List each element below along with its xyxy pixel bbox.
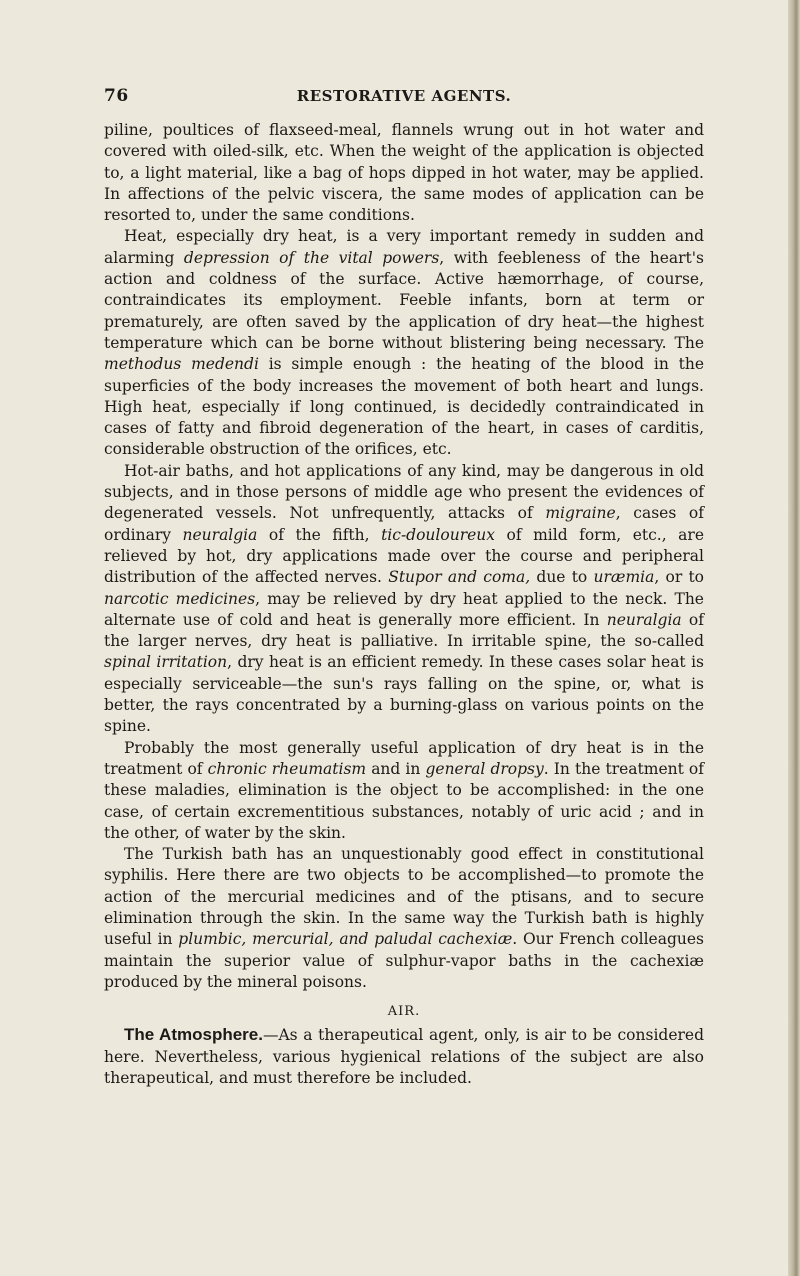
paragraph-atmosphere: The Atmosphere.—As a therapeutical agent, only, is air to be considered here. Nevertheless, various hygienical relations of the subject are also therapeutical, and must therefore be included. <box>104 1025 704 1088</box>
italic-term: migraine <box>545 504 616 523</box>
paragraph-poultices: piline, poultices of flaxseed-meal, flannels wrung out in hot water and covered with oiled-silk, etc. When the weight of the application is objected to, a light material, like a bag of hops dipped in hot water, may be applied. In affections of the pelvic viscera, the same modes of application can be resorted to, under the same conditions. <box>104 121 704 225</box>
italic-term: chronic rheumatism <box>207 759 367 778</box>
italic-term: tic-douloureux <box>381 525 495 544</box>
section-heading-air: AIR. <box>387 1004 421 1020</box>
paragraph-turkish-bath: The Turkish bath has an unquestionably good effect in constitutional syphilis. Here there are two objects to be accomplished—to promote the action of the mercurial medicines and of the ptisans, and to secure elimination through the skin. In the same way the Turkish bath is highly useful in plumbic, mercurial, and paludal cachexiæ. Our French colleagues maintain the superior value of sulphur-vapor baths in the cachexiæ produced by the mineral poisons. <box>104 845 704 991</box>
page-header <box>104 86 704 108</box>
running-head: RESTORATIVE AGENTS. <box>296 87 512 105</box>
italic-term: narcotic medicines <box>104 589 256 608</box>
italic-term: general dropsy <box>425 759 544 778</box>
italic-term: methodus medendi <box>104 355 259 374</box>
atmosphere-title: The Atmosphere. <box>124 1025 263 1045</box>
paragraph-dry-heat: Heat, especially dry heat, is a very important remedy in sudden and alarming depression of the vital powers, with feebleness of the heart's action and coldness of the surface. Active hæmorrhage, of course, contraindicates its employment. Feeble infants, born at term or prematurely, are often saved by the application of dry heat—the highest temperature which can be borne without blistering being necessary. The methodus medendi is simple enough : the heating of the blood in the superficies of the body increases the movement of both heart and lungs. High heat, especially if long continued, is decidedly contraindicated in cases of fatty and fibroid degeneration of the heart, in cases of carditis, considerable obstruction of the orifices, etc. <box>104 227 705 459</box>
page-edge-shadow <box>788 0 800 1276</box>
paragraph-rheumatism: Probably the most generally useful application of dry heat is in the treatment of chronic rheumatism and in general dropsy. In the treatment of these maladies, elimination is the object to be accomplished: in the one case, of certain excrementitious substances, notably of uric acid ; and in the other, of water by the skin. <box>104 738 704 842</box>
italic-term: Stupor and coma, <box>388 568 531 587</box>
italic-term: uræmia <box>593 568 655 587</box>
italic-term: plumbic, mercurial, and paludal cachexiæ <box>178 930 513 949</box>
paragraph-hot-air-baths: Hot-air baths, and hot applications of any kind, may be dangerous in old subjects, and in those persons of middle age who present the evidences of degenerated vessels. Not unfrequently, attacks of migraine, cases of ordinary neuralgia of the fifth, tic-douloureux of mild form, etc., are relieved by hot, dry applications made over the course and peripheral distribution of the affected nerves. Stupor and coma, due to uræmia, or to narcotic medicines, may be relieved by dry heat applied to the neck. The alternate use of cold and heat is generally more efficient. In neuralgia of the larger nerves, dry heat is palliative. In irritable spine, the so-called spinal irritation, dry heat is an efficient remedy. In these cases solar heat is especially serviceable—the sun's rays falling on the spine, or, what is better, the rays concentrated by a burning-glass on various points on the spine. <box>104 461 705 736</box>
italic-term: neuralgia <box>606 610 682 629</box>
body-text <box>104 120 704 1089</box>
italic-term: neuralgia <box>182 525 258 544</box>
italic-term: depression of the vital powers <box>183 248 440 267</box>
italic-term: spinal irritation <box>104 653 228 672</box>
page-number: 76 <box>104 86 129 106</box>
